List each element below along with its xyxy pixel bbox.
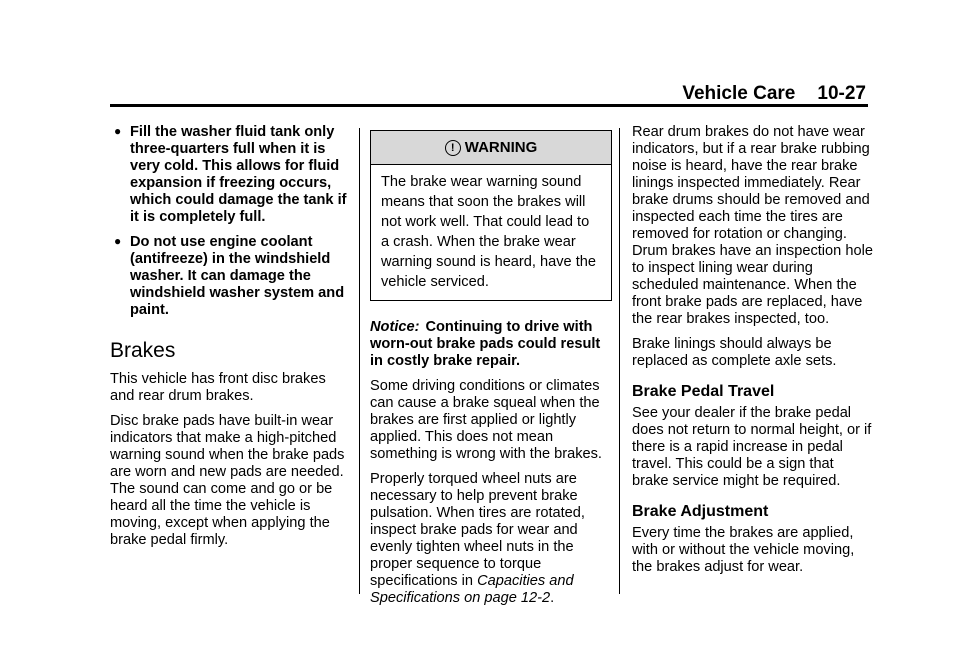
paragraph: Brake linings should always be replaced as complete axle sets. <box>632 336 837 369</box>
bullet-dot-icon: ● <box>114 124 122 138</box>
paragraph: Disc brake pads have built-in wear indicators that make a high-pitched warning sound when the brake pads are worn and new pads are needed. The sound can come and go or be heard all the time the vehicle is moving, except when applying the brake pedal firmly. <box>110 413 345 548</box>
header-rule <box>110 104 868 107</box>
section-title: Vehicle Care <box>682 83 796 104</box>
paragraph: See your dealer if the brake pedal does not return to normal height, or if there is a rapid increase in pedal travel. This could be a sign that brake service might be required. <box>632 405 872 489</box>
paragraph-end: . <box>550 590 555 606</box>
bullet-dot-icon: ● <box>114 234 122 248</box>
bullet-item <box>110 234 352 319</box>
cross-reference-link[interactable]: Capacities and Specifications on page 12-2 <box>370 573 574 606</box>
notice <box>370 319 612 370</box>
bullet-item <box>110 124 352 226</box>
column-divider-1 <box>359 128 360 594</box>
bullet-text: Do not use engine coolant (antifreeze) in the windshield washer. It can damage the windshield washer system and paint. <box>130 234 345 318</box>
notice-label: Notice: <box>370 319 420 335</box>
column-divider-2 <box>619 128 620 594</box>
warning-icon: ! <box>445 140 461 156</box>
brake-adjustment-heading: Brake Adjustment <box>632 503 769 520</box>
brakes-heading: Brakes <box>110 339 176 362</box>
notice-text: Continuing to drive with worn-out brake pads could result in costly brake repair. <box>370 319 601 369</box>
column-2 <box>370 124 612 615</box>
warning-box <box>370 130 612 301</box>
warning-title: WARNING <box>464 139 538 156</box>
page-number: 10-27 <box>817 83 866 104</box>
warning-header <box>371 131 611 165</box>
paragraph: Some driving conditions or climates can cause a brake squeal when the brakes are first applied or lightly applied. This does not mean something is wrong with the brakes. <box>370 378 602 462</box>
paragraph: This vehicle has front disc brakes and rear drum brakes. <box>110 371 326 404</box>
brake-pedal-travel-heading: Brake Pedal Travel <box>632 383 775 400</box>
warning-text: The brake wear warning sound means that soon the brakes will not work well. That could lead to a crash. When the brake wear warning sound is heard, have the vehicle serviced. <box>381 174 596 290</box>
bullet-text: Fill the washer fluid tank only three-quarters full when it is very cold. This allows for fluid expansion if freezing occurs, which could damage the tank if it is completely full. <box>130 124 347 225</box>
paragraph: Rear drum brakes do not have wear indicators, but if a rear brake rubbing noise is heard, have the rear brake linings inspected immediately. Rear brake drums should be removed and inspected each time the tires are removed for rotation or changing. Drum brakes have an inspection hole to inspect lining wear during scheduled maintenance. When the front brake pads are replaced, have the rear brakes inspected, too. <box>632 124 873 327</box>
bullet-list <box>110 124 352 319</box>
page-header <box>110 84 866 104</box>
column-3 <box>632 124 874 584</box>
paragraph <box>370 471 612 607</box>
header-text <box>682 84 866 104</box>
paragraph-text: Properly torqued wheel nuts are necessary to help prevent brake pulsation. When tires are rotated, inspect brake pads for wear and evenly tighten wheel nuts in the proper sequence to torque specifications in <box>370 471 585 589</box>
paragraph: Every time the brakes are applied, with or without the vehicle moving, the brakes adjust for wear. <box>632 525 855 575</box>
column-1 <box>110 124 352 557</box>
